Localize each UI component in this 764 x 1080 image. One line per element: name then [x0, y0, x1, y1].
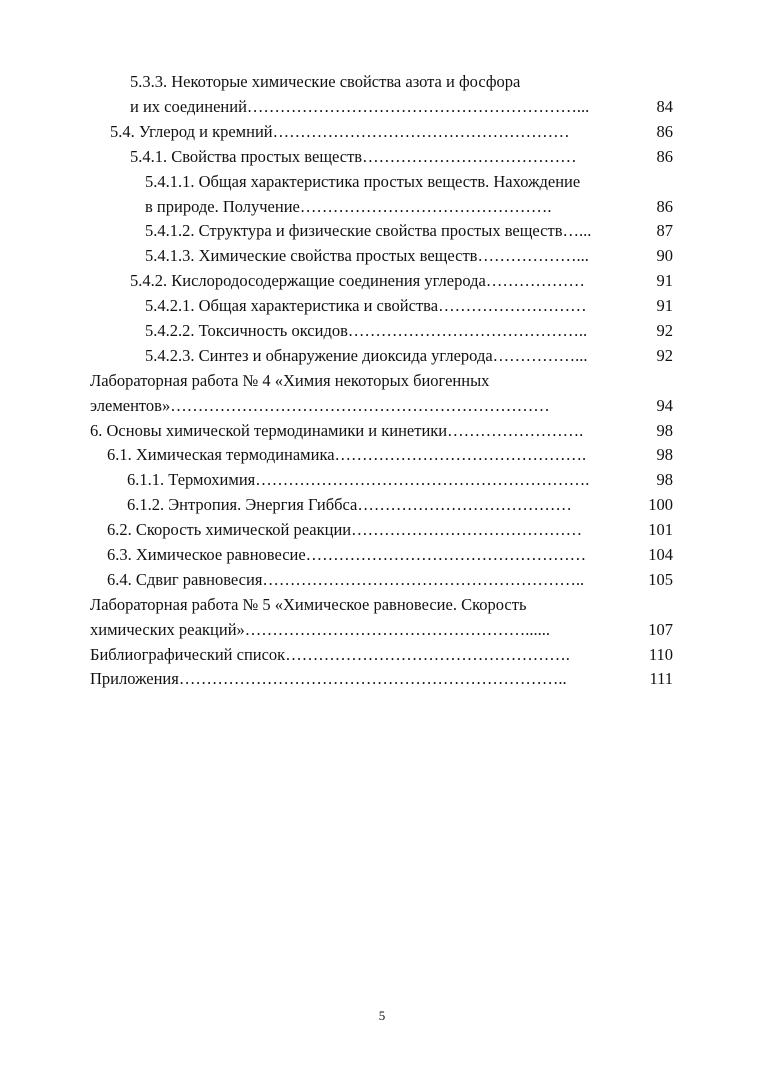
- toc-entry-page: 111: [649, 669, 673, 688]
- toc-entry-title: 5.4.1.3. Химические свойства простых веществ………………...: [145, 246, 589, 265]
- toc-entry: [145, 243, 673, 269]
- toc-entry-title: 5.4.2.2. Токсичность оксидов……………………………………..: [145, 321, 588, 340]
- toc-entry: [107, 567, 673, 593]
- toc-entry-page: 90: [656, 246, 673, 265]
- toc-entry-page: 98: [656, 470, 673, 489]
- toc-entry: [130, 69, 673, 95]
- toc-entry-page: 105: [648, 570, 673, 589]
- toc-entry-page: 101: [648, 520, 673, 539]
- toc-entry-page: 94: [656, 396, 673, 415]
- toc-entry-title: 5.4.1. Свойства простых веществ…………………………………: [130, 147, 577, 166]
- toc-entry-title: Приложения……………………………………………………………..: [90, 669, 567, 688]
- toc-entry: [145, 194, 673, 220]
- toc-entry-title: 6.1.1. Термохимия…………………………………………………….: [127, 470, 590, 489]
- toc-entry: [145, 169, 673, 195]
- toc-entry-title: Библиографический список…………………………………………….: [90, 645, 570, 664]
- toc-entry-title: 6.1. Химическая термодинамика……………………………………….: [107, 445, 587, 464]
- toc-entry-title: 5.4.2.3. Синтез и обнаружение диоксида углерода……………...: [145, 346, 588, 365]
- toc-entry: [107, 517, 673, 543]
- toc-entry: [145, 343, 673, 369]
- toc-entry-title: 5.4. Углерод и кремний………………………………………………: [110, 122, 570, 141]
- toc-entry-title: 5.4.2.1. Общая характеристика и свойства………………………: [145, 296, 587, 315]
- toc-entry: [110, 119, 673, 145]
- toc-entry-page: 92: [656, 346, 673, 365]
- toc-entry-title: 5.3.3. Некоторые химические свойства азота и фосфора: [130, 72, 521, 91]
- toc-entry: [90, 368, 673, 394]
- toc-entry-title: 5.4.1.2. Структура и физические свойства простых веществ…...: [145, 221, 592, 240]
- toc-entry: [90, 617, 673, 643]
- toc-entry-page: 87: [656, 221, 673, 240]
- toc-entry: [130, 268, 673, 294]
- toc-entry-page: 86: [656, 122, 673, 141]
- toc-entry: [145, 218, 673, 244]
- toc-entry-page: 86: [656, 147, 673, 166]
- toc-entry-title: Лабораторная работа № 5 «Химическое равновесие. Скорость: [90, 595, 527, 614]
- toc-entry-page: 98: [656, 445, 673, 464]
- toc-entry: [90, 418, 673, 444]
- toc-entry: [145, 318, 673, 344]
- toc-entry: [90, 592, 673, 618]
- toc-entry-title: 5.4.2. Кислородосодержащие соединения углерода………………: [130, 271, 585, 290]
- toc-entry: [107, 542, 673, 568]
- toc-entry-page: 100: [648, 495, 673, 514]
- toc-entry-title: 6.3. Химическое равновесие……………………………………………: [107, 545, 587, 564]
- toc-entry-page: 107: [648, 620, 673, 639]
- toc-entry-title: 6.4. Сдвиг равновесия…………………………………………………..: [107, 570, 585, 589]
- toc-entry-title: элементов»……………………………………………………………: [90, 396, 550, 415]
- toc-entry-page: 91: [656, 271, 673, 290]
- toc-entry-title: 6. Основы химической термодинамики и кинетики…………………….: [90, 421, 584, 440]
- toc-entry: [90, 393, 673, 419]
- toc-entry-title: и их соединений……………………………………………………...: [130, 97, 590, 116]
- toc-entry: [90, 666, 673, 692]
- toc-entry: [127, 492, 673, 518]
- toc-entry: [90, 642, 673, 668]
- toc-entry: [127, 467, 673, 493]
- page-number: 5: [378, 1008, 386, 1023]
- toc-entry-title: 5.4.1.1. Общая характеристика простых веществ. Нахождение: [145, 172, 581, 191]
- toc-entry-title: Лабораторная работа № 4 «Химия некоторых биогенных: [90, 371, 490, 390]
- toc-entry-page: 92: [656, 321, 673, 340]
- toc-entry: [130, 144, 673, 170]
- toc-entry-title: химических реакций»……………………………………………......: [90, 620, 551, 639]
- toc-entry-page: 84: [656, 97, 673, 116]
- toc-entry-page: 86: [656, 197, 673, 216]
- toc-entry-page: 91: [656, 296, 673, 315]
- toc-entry: [107, 442, 673, 468]
- toc-entry-page: 104: [648, 545, 673, 564]
- toc-entry-title: 6.1.2. Энтропия. Энергия Гиббса…………………………………: [127, 495, 572, 514]
- toc-entry-title: в природе. Получение……………………………………….: [145, 197, 552, 216]
- toc-entry: [145, 293, 673, 319]
- toc-entry-title: 6.2. Скорость химической реакции……………………………………: [107, 520, 583, 539]
- toc-entry: [130, 94, 673, 120]
- toc-entry-page: 110: [648, 645, 673, 664]
- toc-entry-page: 98: [656, 421, 673, 440]
